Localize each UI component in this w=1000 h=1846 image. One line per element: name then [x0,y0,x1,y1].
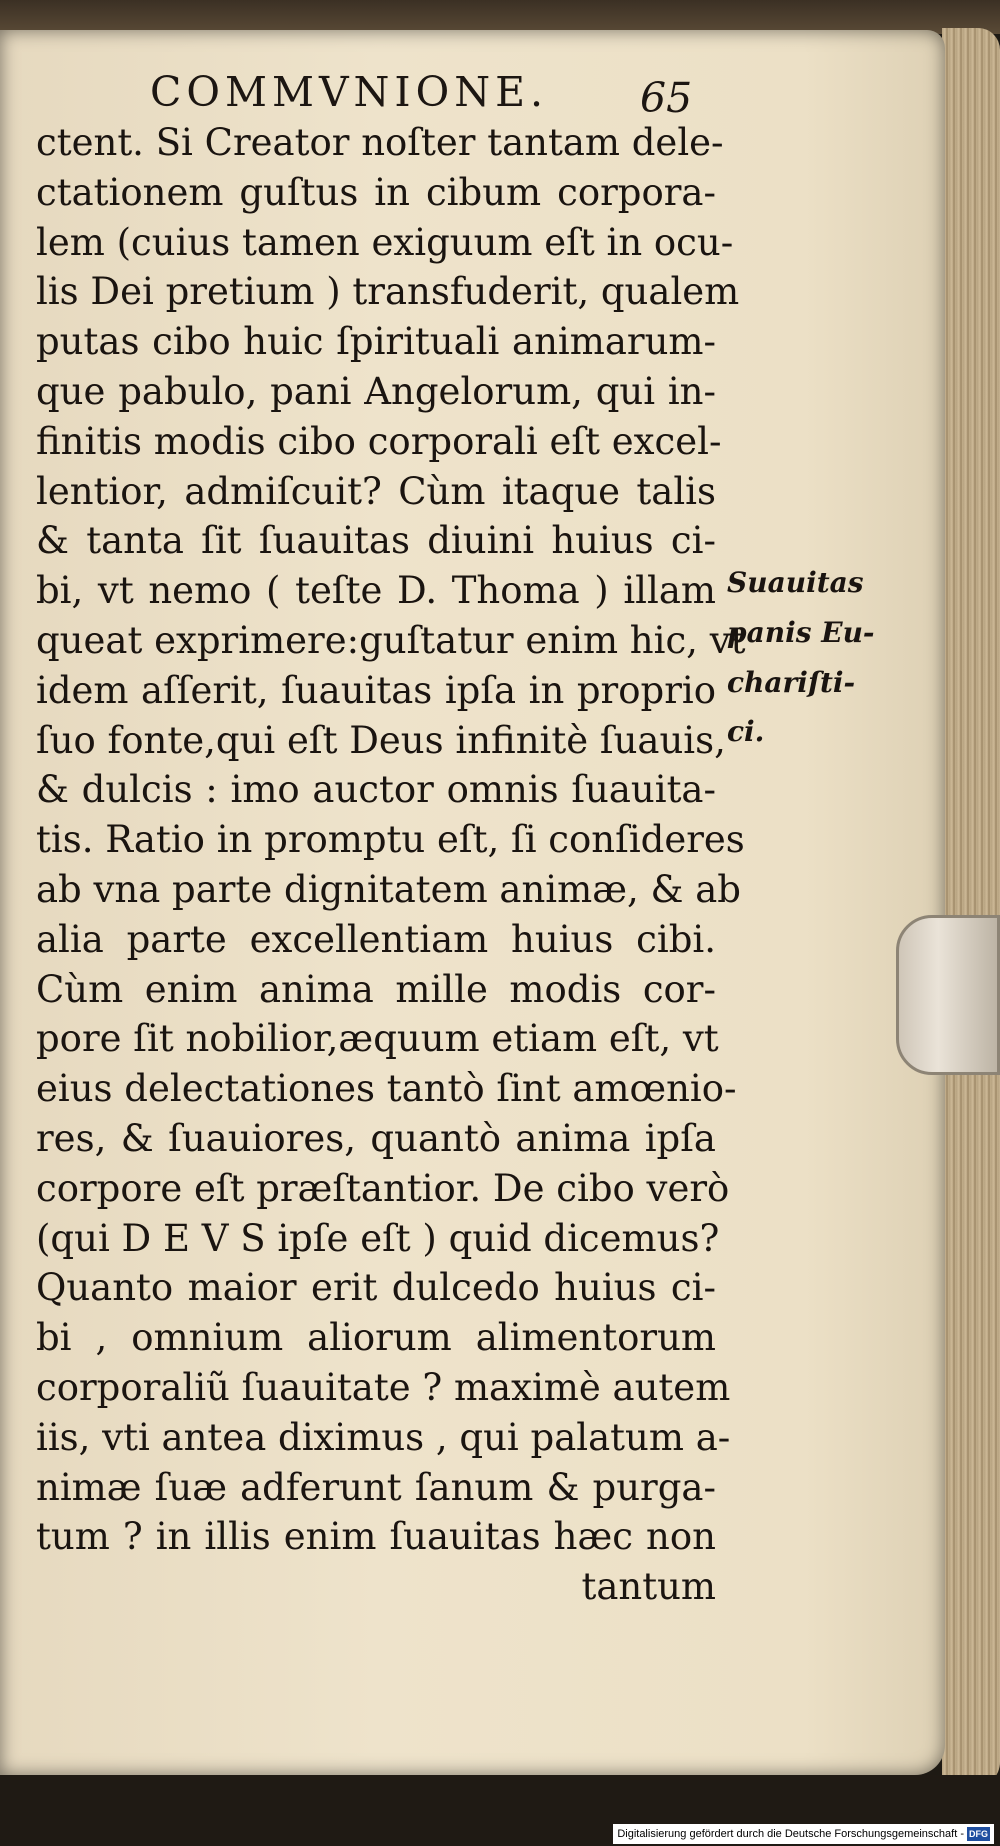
text-line: res, & ſuauiores, quantò anima ipſa [36,1116,716,1160]
text-line: idem aſſerit, ſuauitas ipſa in proprio [36,668,716,712]
text-line: & dulcis : imo auctor omnis ſuauita- [36,768,716,812]
text-line: bi , omnium aliorum alimentorum [36,1316,716,1360]
text-line: putas cibo huic ſpirituali animarum- [36,320,716,364]
marginal-note-line: Suauitas [727,566,864,599]
text-line: Cùm enim anima mille modis cor- [36,967,716,1011]
text-line: iis, vti antea diximus , qui palatum a- [36,1415,731,1459]
text-line: (qui D E V S ipſe eſt ) quid dicemus? [36,1216,720,1260]
text-line: ctent. Si Creator noſter tantam dele- [36,121,724,164]
dfg-logo: DFG [969,1829,988,1839]
book-fore-edge [942,28,1000,1788]
text-line: ab vna parte dignitatem animæ, & ab [36,867,741,911]
text-line: ctationem guſtus in cibum corpora- [36,170,716,214]
running-head-title: COMMVNIONE. [150,68,549,116]
marginal-note-line: panis Eu- [727,615,875,649]
marginal-note-line: ci. [727,715,765,749]
bottom-bar [0,1775,1000,1846]
marginal-note-line: chariſti- [727,665,856,699]
text-line: eius delectationes tantò ſint amœnio- [36,1067,737,1111]
text-line: queat exprimere:guſtatur enim hic, vt [36,618,746,662]
text-line: & tanta ſit ſuauitas diuini huius ci- [36,519,716,563]
text-line: lis Dei pretium ) transfuderit, qualem [36,270,740,314]
credit-text: Digitalisierung gefördert durch die Deutsche Forschungsgemeinschaft - [617,1828,964,1840]
marginal-note [727,558,897,757]
text-line: lem (cuius tamen exiguum eſt in ocu- [36,220,734,264]
text-line: corporaliũ ſuauitate ? maximè autem [36,1365,731,1409]
text-line: lentior, admiſcuit? Cùm itaque talis [36,469,716,513]
text-line: finitis modis cibo corporali eſt excel- [36,419,722,463]
text-line: bi, vt nemo ( teſte D. Thoma ) illam [36,569,716,613]
book-top-edge [0,0,1000,34]
text-line: tis. Ratio in promptu eſt, ſi conſideres [36,818,745,862]
text-line: nimæ ſuæ adferunt ſanum & purga- [36,1465,716,1509]
text-line: ſuo fonte,qui eſt Deus infinitè ſuauis, [36,718,726,762]
text-line: alia parte excellentiam huius cibi. [36,917,716,961]
text-line: Quanto maior erit dulcedo huius ci- [36,1266,716,1310]
digitization-credit [613,1824,994,1844]
text-line: pore ſit nobilior,æquum etiam eſt, vt [36,1017,719,1061]
book-clasp [896,915,1000,1075]
body-text [36,118,746,1612]
page-number: 65 [640,74,693,122]
text-line: que pabulo, pani Angelorum, qui in- [36,369,716,413]
text-line: corpore eſt præſtantior. De cibo verò [36,1166,730,1210]
catchword: tantum [581,1565,716,1609]
text-line: tum ? in illis enim ſuauitas hæc non [36,1515,716,1559]
